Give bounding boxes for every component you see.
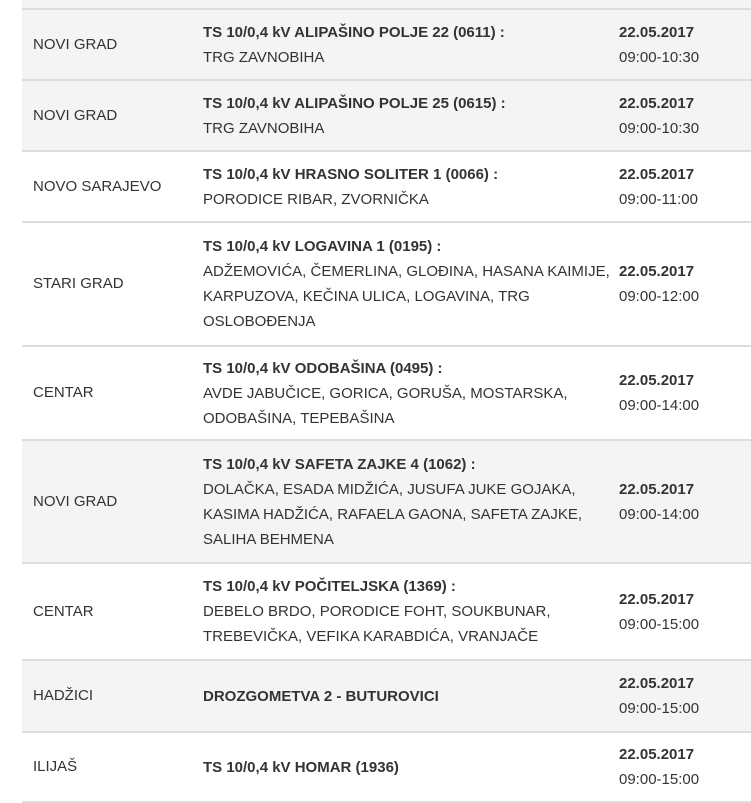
- outage-hours: 09:00-10:30: [619, 48, 700, 66]
- area-cell: NOVO SARAJEVO: [33, 177, 162, 195]
- outage-date: 22.05.2017: [619, 372, 695, 389]
- time-cell: [619, 368, 751, 418]
- table-row: [22, 564, 751, 661]
- table-row: [22, 223, 751, 347]
- street-list: TRG ZAVNOBIHA: [203, 119, 325, 137]
- station-name: TS 10/0,4 kV SAFETA ZAJKE 4 (1062) :: [203, 455, 476, 473]
- table-row: [22, 10, 751, 81]
- time-cell: [619, 91, 751, 141]
- station-name: TS 10/0,4 kV ODOBAŠINA (0495) :: [203, 359, 443, 377]
- outage-hours: 09:00-14:00: [619, 397, 700, 414]
- station-name: TS 10/0,4 kV ALIPAŠINO POLJE 22 (0611) :: [203, 23, 505, 41]
- street-list: PORODICE RIBAR, ZVORNIČKA: [203, 190, 429, 208]
- time-cell: [619, 742, 751, 792]
- outage-hours: 09:00-14:00: [619, 505, 700, 523]
- location-cell: [203, 234, 619, 334]
- outage-hours: 09:00-12:00: [619, 288, 700, 305]
- outage-date: 22.05.2017: [619, 263, 695, 280]
- station-name: TS 10/0,4 kV LOGAVINA 1 (0195) :: [203, 238, 442, 255]
- time-cell: [619, 259, 751, 309]
- location-cell: [203, 684, 619, 709]
- street-list: DEBELO BRDO, PORODICE FOHT, SOUKBUNAR, TREBEVIČKA, VEFIKA KARABDIĆA, VRANJAČE: [203, 603, 551, 645]
- area-cell: NOVI GRAD: [33, 492, 118, 510]
- station-name: TS 10/0,4 kV ALIPAŠINO POLJE 25 (0615) :: [203, 94, 506, 112]
- station-name: TS 10/0,4 kV HOMAR (1936): [203, 758, 399, 776]
- outage-hours: 09:00-15:00: [619, 771, 700, 788]
- outage-date: 22.05.2017: [619, 746, 695, 763]
- area-cell: STARI GRAD: [33, 275, 124, 292]
- location-cell: [203, 20, 619, 70]
- table-row: [22, 661, 751, 733]
- street-list: TRG ZAVNOBIHA: [203, 48, 325, 66]
- table-row: [22, 733, 751, 803]
- time-cell: [619, 162, 751, 212]
- time-cell: [619, 587, 751, 637]
- location-cell: [203, 356, 619, 431]
- area-cell: CENTAR: [33, 602, 94, 620]
- outage-hours: 09:00-11:00: [619, 190, 698, 208]
- location-cell: [203, 91, 619, 141]
- station-name: DROZGOMETVA 2 - BUTUROVICI: [203, 687, 439, 705]
- area-cell: CENTAR: [33, 384, 94, 401]
- area-cell: NOVI GRAD: [33, 106, 118, 124]
- location-cell: [203, 452, 619, 552]
- location-cell: [203, 574, 619, 649]
- area-cell: ILIJAŠ: [33, 758, 78, 775]
- area-cell: NOVI GRAD: [33, 35, 118, 53]
- outage-date: 22.05.2017: [619, 675, 695, 692]
- street-list: DOLAČKA, ESADA MIDŽIĆA, JUSUFA JUKE GOJAKA, KASIMA HADŽIĆA, RAFAELA GAONA, SAFETA ZAJKE, SALIHA BEHMENA: [203, 480, 582, 548]
- time-cell: [619, 20, 751, 70]
- table-row: [22, 347, 751, 441]
- street-list: AVDE JABUČICE, GORICA, GORUŠA, MOSTARSKA, ODOBAŠINA, TEPEBAŠINA: [203, 384, 568, 427]
- table-row: [22, 81, 751, 152]
- street-list: ADŽEMOVIĆA, ČEMERLINA, GLOĐINA, HASANA KAIMIJE, KARPUZOVA, KEČINA ULICA, LOGAVINA, TRG OSLOBOĐENJA: [203, 263, 610, 330]
- location-cell: [203, 162, 619, 212]
- outage-date: 22.05.2017: [619, 94, 695, 112]
- area-cell: HADŽICI: [33, 687, 93, 704]
- time-cell: [619, 671, 751, 721]
- outage-date: 22.05.2017: [619, 590, 695, 608]
- table-top-band: [22, 0, 751, 10]
- table-row: [22, 152, 751, 223]
- outage-date: 22.05.2017: [619, 165, 695, 183]
- outage-table: [22, 0, 751, 803]
- outage-date: 22.05.2017: [619, 23, 695, 41]
- station-name: TS 10/0,4 kV POČITELJSKA (1369) :: [203, 578, 456, 595]
- time-cell: [619, 477, 751, 527]
- outage-hours: 09:00-10:30: [619, 119, 700, 137]
- location-cell: [203, 755, 619, 780]
- station-name: TS 10/0,4 kV HRASNO SOLITER 1 (0066) :: [203, 165, 499, 183]
- table-row: [22, 441, 751, 564]
- outage-date: 22.05.2017: [619, 480, 695, 498]
- outage-hours: 09:00-15:00: [619, 700, 700, 717]
- outage-hours: 09:00-15:00: [619, 615, 700, 633]
